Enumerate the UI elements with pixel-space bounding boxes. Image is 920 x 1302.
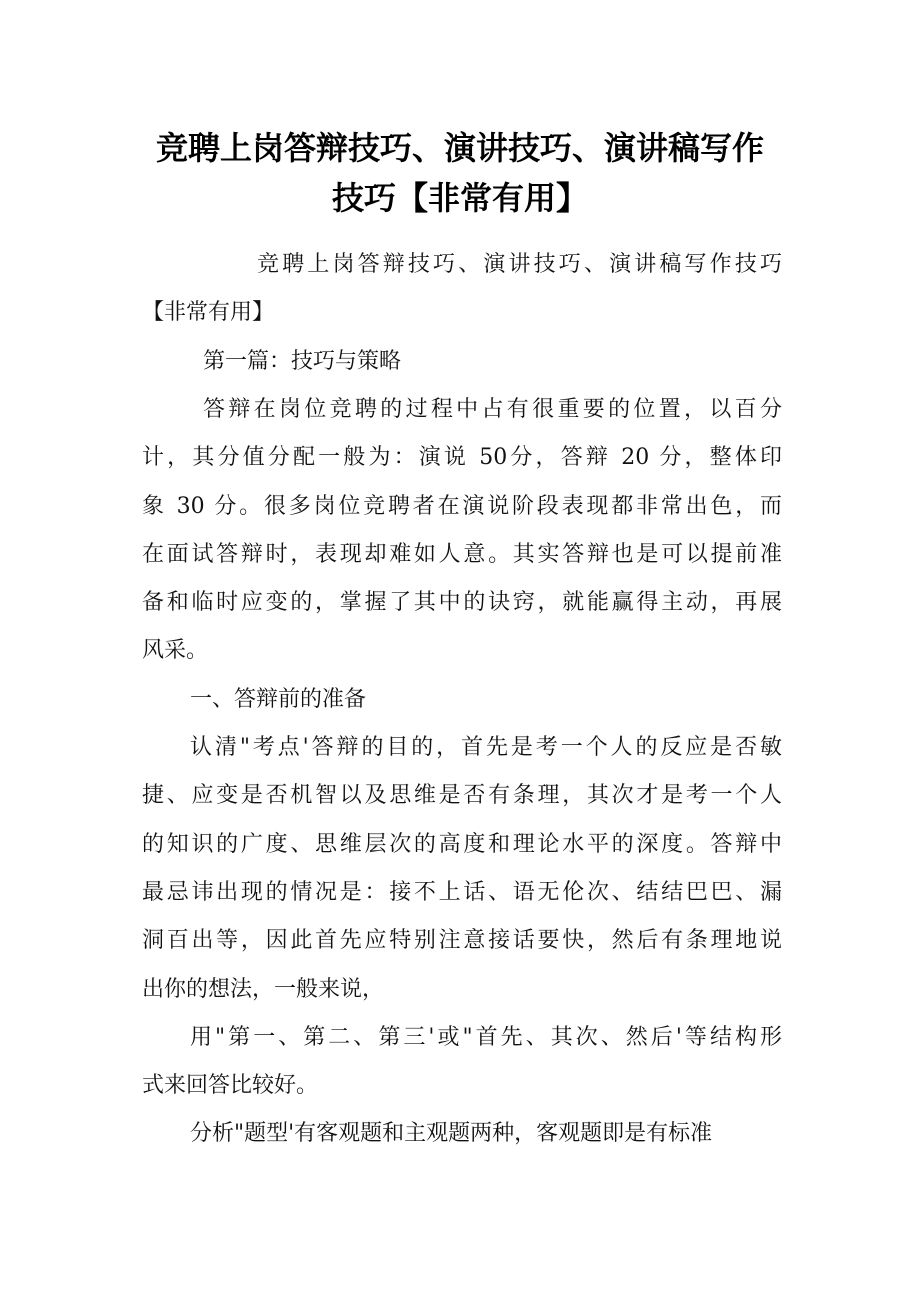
paragraph-line: 认清"考点'答辩的目的，首先是考一个人的反应是否敏 [190, 735, 782, 760]
paragraph-line: 洞百出等，因此首先应特别注意接话要快，然后有条理地说 [142, 928, 782, 954]
document-title-line-2: 技巧【非常有用】 [331, 179, 588, 217]
paragraph-line: 出你的想法，一般来说， [142, 976, 385, 1002]
paragraph-line: 最忌讳出现的情况是：接不上话、语无伦次、结结巴巴、漏 [142, 879, 782, 905]
paragraph-line: 计，其分值分配一般为：演说 50分，答辩 20 分，整体印 [142, 445, 782, 471]
paragraph-line: 捷、应变是否机智以及思维是否有条理，其次才是考一个人 [142, 783, 782, 809]
paragraph-line: 第一篇：技巧与策略 [203, 348, 402, 374]
paragraph-line: 答辩在岗位竞聘的过程中占有很重要的位置，以百分 [203, 396, 782, 422]
paragraph-line: 一、答辩前的准备 [190, 686, 367, 712]
paragraph-line: 备和临时应变的，掌握了其中的诀窍，就能赢得主动，再展 [142, 590, 782, 616]
paragraph-line: 【非常有用】 [142, 300, 275, 326]
paragraph-line: 的知识的广度、思维层次的高度和理论水平的深度。答辩中 [142, 831, 782, 857]
paragraph-line: 风采。 [142, 638, 209, 664]
paragraph-line: 象 30 分。很多岗位竞聘者在演说阶段表现都非常出色，而 [142, 493, 782, 519]
paragraph-line: 分析"题型'有客观题和主观题两种，客观题即是有标准 [190, 1121, 713, 1147]
paragraph-line: 竞聘上岗答辩技巧、演讲技巧、演讲稿写作技巧 [257, 252, 782, 277]
paragraph-line: 在面试答辩时，表现却难如人意。其实答辩也是可以提前准 [142, 541, 782, 567]
document-title-line-1: 竞聘上岗答辩技巧、演讲技巧、演讲稿写作 [155, 129, 764, 167]
paragraph-line: 用"第一、第二、第三'或"首先、其次、然后'等结构形 [190, 1024, 782, 1050]
paragraph-line: 式来回答比较好。 [142, 1073, 319, 1099]
